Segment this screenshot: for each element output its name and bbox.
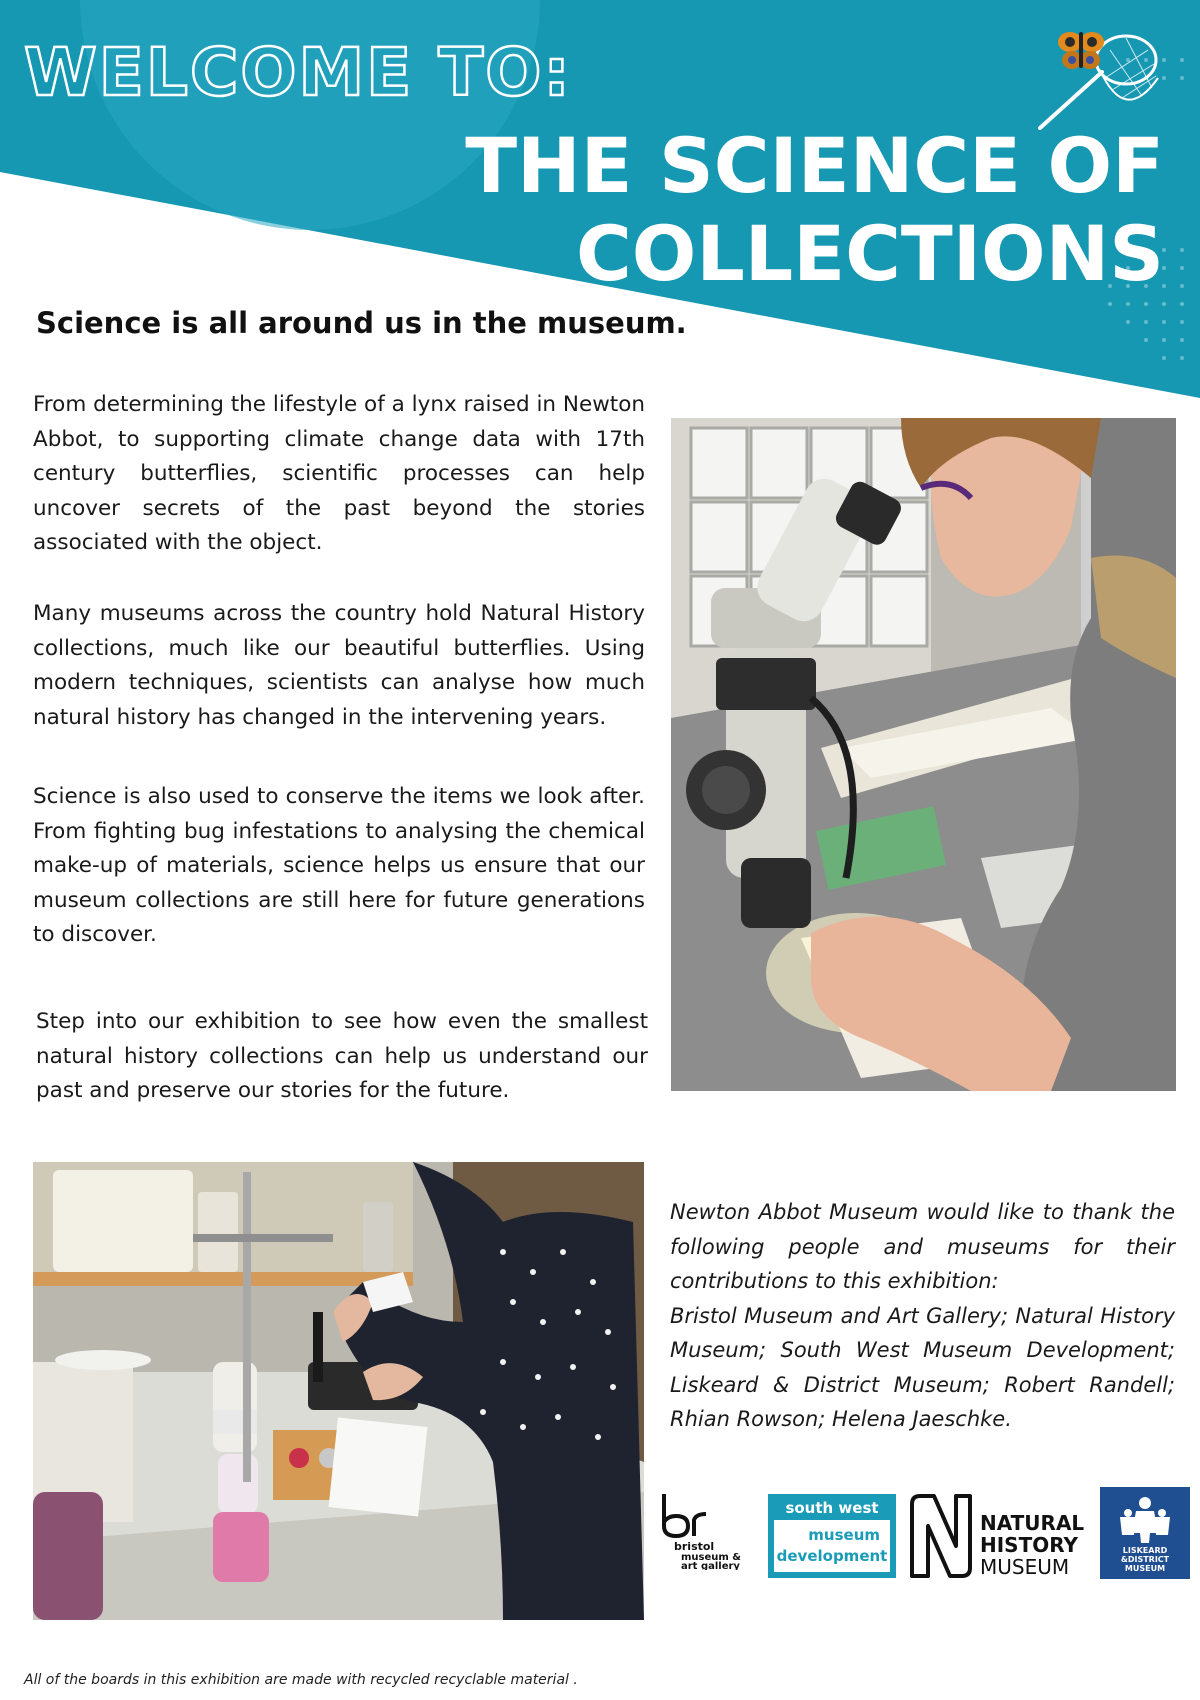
acknowledgements-list: Bristol Museum and Art Gallery; Natural History Museum; South West Museum Development; Liskeard & District Museum; Robert Randell; Rhian Rowson; Helena Jaeschke.: [670, 1303, 1175, 1431]
paragraph-2: Many museums across the country hold Natural History collections, much like our beautiful butterflies. Using modern techniques, scientists can analyse how much natural history has changed in the intervening years.: [33, 601, 645, 730]
title-line-1: THE SCIENCE OF: [465, 121, 1164, 210]
nhm-logo-line-3: MUSEUM: [980, 1555, 1070, 1578]
bristol-logo-line-1: bristol: [674, 1540, 715, 1553]
south-west-museum-development-logo: [768, 1494, 896, 1578]
nhm-logo-line-2: HISTORY: [980, 1533, 1079, 1557]
footer-note: All of the boards in this exhibition are made with recycled recyclable material .: [24, 1672, 578, 1688]
liskeard-logo-line-3: MUSEUM: [1124, 1564, 1166, 1573]
subtitle: Science is all around us in the museum.: [36, 306, 687, 340]
nhm-logo-line-1: NATURAL: [980, 1511, 1085, 1535]
southwest-logo-line-2: museum: [808, 1526, 880, 1544]
southwest-logo-line-1: south west: [785, 1499, 879, 1517]
liskeard-district-museum-logo: [1100, 1487, 1190, 1579]
photo-lab-bench: [33, 1162, 644, 1620]
paragraph-3: Science is also used to conserve the items we look after. From fighting bug infestations to analysing the chemical make-up of materials, science helps us ensure that our museum collections are still here for future generations to discover.: [33, 784, 645, 947]
liskeard-logo-line-2: &DISTRICT: [1120, 1555, 1170, 1564]
title-line-2: COLLECTIONS: [576, 209, 1164, 298]
acknowledgements-intro: Newton Abbot Museum would like to thank the following people and museums for their contributions to this exhibition:: [670, 1200, 1175, 1293]
butterfly-icon: [1058, 32, 1104, 69]
main-title: [404, 122, 1164, 298]
bristol-logo-line-3: art gallery: [681, 1561, 740, 1570]
southwest-logo-line-3: development: [776, 1547, 888, 1565]
liskeard-logo-line-1: LISKEARD: [1122, 1546, 1168, 1555]
butterfly-net-icon: [1030, 20, 1170, 130]
welcome-heading: WELCOME TO:: [24, 34, 572, 111]
bristol-museum-logo: [656, 1490, 756, 1570]
natural-history-museum-logo: [908, 1494, 1090, 1578]
bristol-logo-line-2: museum &: [681, 1552, 742, 1563]
paragraph-1: From determining the lifestyle of a lynx raised in Newton Abbot, to supporting climate change data with 17th century butterflies, scientific processes can help uncover secrets of the past beyond the stories associated with the object.: [33, 392, 645, 555]
acknowledgements: [670, 1195, 1175, 1437]
paragraph-4: Step into our exhibition to see how even the smallest natural history collections can help us understand our past and preserve our stories for the future.: [36, 1009, 648, 1103]
photo-microscope: [671, 418, 1176, 1091]
